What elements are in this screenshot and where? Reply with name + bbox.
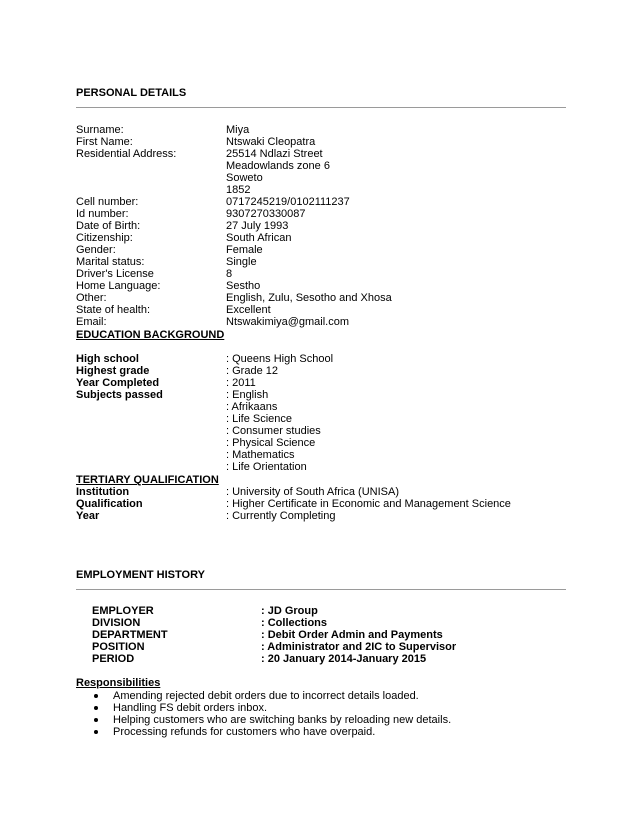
row-label: Cell number:	[76, 196, 139, 208]
row-value: 25514 Ndlazi Street	[226, 148, 323, 160]
row-value: : 2011	[226, 377, 256, 389]
row-value: 1852	[226, 184, 251, 196]
row-value: English, Zulu, Sesotho and Xhosa	[226, 292, 392, 304]
row-label: Marital status:	[76, 256, 145, 268]
row-label: Gender:	[76, 244, 116, 256]
section-divider	[76, 107, 566, 108]
row-value: : Mathematics	[226, 449, 295, 461]
row-label: Year Completed	[76, 377, 160, 389]
responsibility-text: Handling FS debit orders inbox.	[113, 702, 268, 714]
row-label: Home Language:	[76, 280, 161, 292]
row-value: : Queens High School	[226, 353, 334, 365]
row-label: State of health:	[76, 304, 150, 316]
row-value: Excellent	[226, 304, 271, 316]
row-label: POSITION	[92, 641, 145, 653]
row-label: Residential Address:	[76, 148, 177, 160]
row-value: : Higher Certificate in Economic and Management Science	[226, 498, 511, 510]
row-label: Id number:	[76, 208, 129, 220]
row-value: South African	[226, 232, 292, 244]
row-label: Citizenship:	[76, 232, 133, 244]
row-value: : University of South Africa (UNISA)	[226, 486, 399, 498]
row-value: : Life Orientation	[226, 461, 307, 473]
bullet-icon	[94, 718, 98, 722]
bullet-icon	[94, 706, 98, 710]
responsibilities-heading: Responsibilities	[76, 677, 161, 689]
row-value: Ntswakimiya@gmail.com	[226, 316, 350, 328]
row-label: DIVISION	[92, 617, 141, 629]
employment-heading: EMPLOYMENT HISTORY	[76, 569, 205, 581]
personal-details-heading: PERSONAL DETAILS	[76, 87, 187, 99]
row-label: Institution	[76, 486, 130, 498]
row-label: Surname:	[76, 124, 124, 136]
row-label: Email:	[76, 316, 107, 328]
row-value: Single	[226, 256, 257, 268]
section-divider	[76, 589, 566, 590]
row-label: Year	[76, 510, 100, 522]
row-value: Ntswaki Cleopatra	[226, 136, 316, 148]
row-label: Subjects passed	[76, 389, 163, 401]
row-value: Soweto	[226, 172, 263, 184]
row-value: : Afrikaans	[226, 401, 278, 413]
row-value: : Currently Completing	[226, 510, 336, 522]
row-value: : Physical Science	[226, 437, 316, 449]
row-label: High school	[76, 353, 139, 365]
education-heading: EDUCATION BACKGROUND	[76, 329, 225, 341]
tertiary-heading: TERTIARY QUALIFICATION	[76, 474, 219, 486]
row-value: Sestho	[226, 280, 261, 292]
row-value: : Consumer studies	[226, 425, 321, 437]
row-value: : Debit Order Admin and Payments	[261, 629, 443, 641]
row-value: : Administrator and 2IC to Supervisor	[261, 641, 457, 653]
responsibility-text: Amending rejected debit orders due to incorrect details loaded.	[113, 690, 419, 702]
row-value: 8	[226, 268, 233, 280]
responsibility-text: Helping customers who are switching banks by reloading new details.	[113, 714, 452, 726]
row-label: Other:	[76, 292, 107, 304]
row-value: : Grade 12	[226, 365, 278, 377]
row-label: Qualification	[76, 498, 143, 510]
row-value: 0717245219/0102111237	[226, 196, 350, 208]
row-value: : English	[226, 389, 269, 401]
bullet-icon	[94, 694, 98, 698]
row-value: Meadowlands zone 6	[226, 160, 330, 172]
row-value: : Collections	[261, 617, 328, 629]
row-value: : Life Science	[226, 413, 293, 425]
row-label: Date of Birth:	[76, 220, 141, 232]
row-value: Female	[226, 244, 263, 256]
row-label: EMPLOYER	[92, 605, 154, 617]
bullet-icon	[94, 730, 98, 734]
row-value: : 20 January 2014-January 2015	[261, 653, 427, 665]
row-label: DEPARTMENT	[92, 629, 168, 641]
responsibility-text: Processing refunds for customers who have overpaid.	[113, 726, 376, 738]
row-label: First Name:	[76, 136, 133, 148]
row-value: : JD Group	[261, 605, 318, 617]
row-value: 27 July 1993	[226, 220, 289, 232]
row-value: Miya	[226, 124, 250, 136]
row-label: Highest grade	[76, 365, 150, 377]
row-value: 9307270330087	[226, 208, 306, 220]
row-label: PERIOD	[92, 653, 135, 665]
row-label: Driver's License	[76, 268, 154, 280]
